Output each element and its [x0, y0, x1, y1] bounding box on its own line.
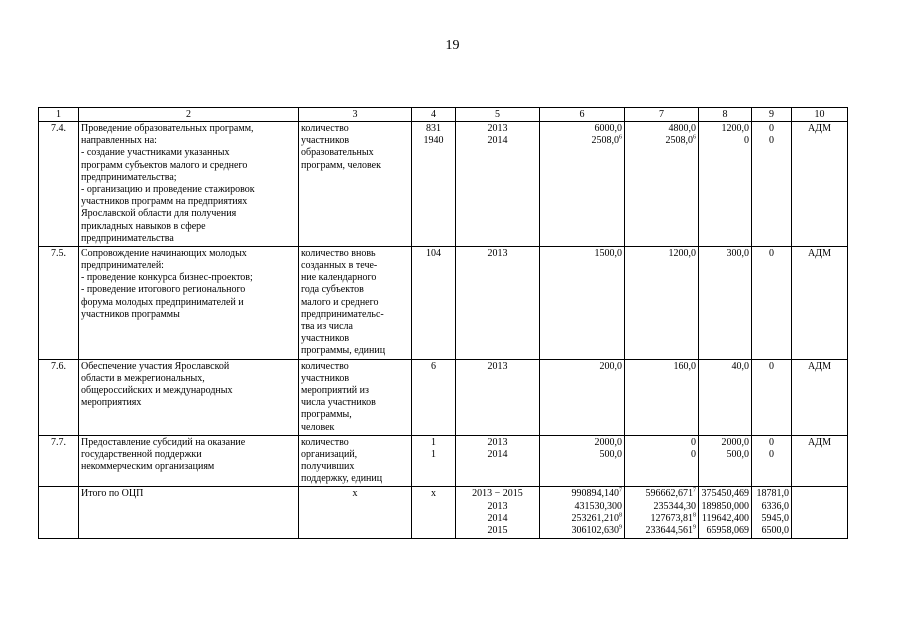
indicator-line: участников	[301, 372, 350, 384]
footnote-mark: 6	[693, 134, 696, 141]
indicator-cell: х	[299, 487, 412, 539]
other-funding: 0	[769, 123, 774, 134]
indicator-line: программы,	[301, 409, 352, 421]
indicator-line: поддержку, единиц	[301, 473, 383, 485]
regional-funding-value: 235344,30	[653, 500, 696, 512]
total-funding	[542, 135, 622, 147]
year-cell	[456, 122, 540, 247]
other-funding-cell	[752, 435, 792, 487]
total-funding	[542, 248, 622, 260]
header-cell: 7	[625, 108, 699, 122]
total-row	[39, 487, 848, 539]
activity-name-line: Проведение образовательных программ,	[81, 123, 254, 134]
empty-cell	[39, 487, 79, 539]
regional-funding-value: 1200,0	[668, 247, 696, 259]
header-cell: 9	[752, 108, 792, 122]
total-funding-value: 200,0	[599, 360, 622, 372]
year-value: 2014	[487, 448, 508, 460]
activity-name-line: прикладных навыков в сфере	[81, 220, 206, 232]
federal-funding: 2000,0	[721, 436, 749, 448]
indicator-line: созданных в тече-	[301, 260, 378, 272]
activity-name-line: участников программы	[81, 308, 180, 320]
other-funding-cell	[752, 487, 792, 539]
activity-name-cell	[79, 246, 299, 359]
total-funding-value: 253261,210	[571, 512, 619, 524]
total-label-cell: Итого по ОЦП	[79, 487, 299, 539]
federal-funding-cell	[699, 359, 752, 435]
table-row	[39, 435, 848, 487]
indicator-line: программы, единиц	[301, 345, 386, 357]
indicator-line: участников	[301, 333, 350, 345]
total-funding-cell	[540, 435, 625, 487]
total-funding	[542, 525, 622, 537]
activity-name-line: Предоставление субсидий на оказание	[81, 436, 246, 448]
executor-cell: АДМ	[792, 359, 848, 435]
activity-name-line: предпринимателей:	[81, 260, 164, 272]
table-row	[39, 359, 848, 435]
indicator-value: 1940	[423, 135, 444, 147]
year-value: 2013	[487, 360, 508, 372]
header-cell: 10	[792, 108, 848, 122]
footnote-mark: 8	[693, 512, 696, 519]
regional-funding-cell	[625, 359, 699, 435]
executor-cell: АДМ	[792, 246, 848, 359]
total-funding	[542, 501, 622, 513]
total-funding	[542, 123, 622, 135]
federal-funding-cell	[699, 435, 752, 487]
activity-name-cell	[79, 435, 299, 487]
activity-name-line: Обеспечение участия Ярославской	[81, 360, 230, 372]
year-value: 2013	[487, 436, 508, 448]
activity-name-line: - проведение конкурса бизнес-проектов;	[81, 272, 253, 284]
total-funding	[542, 449, 622, 461]
regional-funding-value: 127673,81	[650, 512, 693, 524]
federal-funding: 40,0	[731, 360, 749, 372]
regional-funding-cell	[625, 487, 699, 539]
other-funding-cell	[752, 122, 792, 247]
regional-funding	[627, 501, 696, 513]
federal-funding-cell	[699, 487, 752, 539]
total-funding-value: 990894,140	[571, 488, 619, 500]
header-cell: 6	[540, 108, 625, 122]
header-cell: 3	[299, 108, 412, 122]
other-funding: 0	[769, 436, 774, 448]
total-funding-value: 431530,300	[574, 500, 622, 512]
indicator-line: года субъектов	[301, 284, 364, 296]
activity-name-line: участников программ на предприятиях	[81, 196, 248, 208]
indicator-cell	[299, 359, 412, 435]
activity-name-line: - организацию и проведение стажировок	[81, 183, 255, 195]
regional-funding-value: 0	[691, 436, 696, 448]
other-funding: 0	[769, 247, 774, 259]
total-funding-cell	[540, 246, 625, 359]
footnote-mark: 7	[693, 488, 696, 495]
activity-name-line: предпринимательства	[81, 232, 174, 244]
indicator-line: количество	[301, 123, 349, 134]
regional-funding	[627, 361, 696, 373]
regional-funding-cell	[625, 435, 699, 487]
header-cell: 5	[456, 108, 540, 122]
year-value: 2014	[487, 135, 508, 147]
table-row	[39, 246, 848, 359]
indicator-line: количество	[301, 436, 349, 448]
activity-name-cell	[79, 359, 299, 435]
year-value: 2015	[487, 525, 508, 536]
federal-funding: 300,0	[726, 247, 749, 259]
other-funding: 6500,0	[761, 525, 789, 536]
regional-funding-value: 2508,0	[665, 135, 693, 147]
regional-funding-value: 0	[691, 448, 696, 460]
activity-name-line: программ субъектов малого и среднего	[81, 159, 248, 171]
activity-name-line: области в межрегиональных,	[81, 372, 205, 384]
activity-name-cell	[79, 122, 299, 247]
indicator-value: 831	[426, 123, 441, 134]
row-number-cell: 7.5.	[39, 246, 79, 359]
executor-cell: АДМ	[792, 435, 848, 487]
indicator-line: числа участников	[301, 397, 376, 409]
total-funding	[542, 513, 622, 525]
footnote-mark: 6	[619, 134, 622, 141]
year-cell	[456, 487, 540, 539]
year-cell	[456, 246, 540, 359]
total-funding-value: 6000,0	[594, 123, 622, 134]
activity-name-line: государственной поддержки	[81, 448, 202, 460]
year-value: 2014	[487, 512, 508, 524]
indicator-line: участников	[301, 135, 350, 147]
total-funding-cell	[540, 359, 625, 435]
federal-funding: 1200,0	[721, 123, 749, 134]
regional-funding	[627, 449, 696, 461]
year-value: 2013 − 2015	[472, 488, 523, 500]
indicator-line: образовательных	[301, 147, 374, 159]
row-number-cell: 7.4.	[39, 122, 79, 247]
other-funding: 5945,0	[761, 512, 789, 524]
table-row	[39, 122, 848, 247]
federal-funding: 0	[744, 135, 749, 147]
indicator-value: 1	[431, 448, 436, 460]
regional-funding-value: 233644,561	[645, 525, 693, 536]
other-funding-cell	[752, 246, 792, 359]
year-value: 2013	[487, 247, 508, 259]
indicator-value-cell	[412, 246, 456, 359]
indicator-line: количество	[301, 360, 349, 372]
activity-name-line: - создание участниками указанных	[81, 147, 230, 159]
indicator-cell	[299, 246, 412, 359]
activity-name-line: предпринимательства;	[81, 171, 177, 183]
federal-funding: 375450,469	[701, 488, 749, 500]
activity-name-line: форума молодых предпринимателей и	[81, 296, 244, 308]
empty-cell	[792, 487, 848, 539]
other-funding-cell	[752, 359, 792, 435]
year-cell	[456, 435, 540, 487]
total-funding	[542, 488, 622, 500]
regional-funding	[627, 135, 696, 147]
footnote-mark: 8	[619, 512, 622, 519]
year-value: 2013	[487, 500, 508, 512]
other-funding: 6336,0	[761, 500, 789, 512]
indicator-line: малого и среднего	[301, 296, 379, 308]
regional-funding	[627, 123, 696, 135]
total-funding-value: 2000,0	[594, 436, 622, 448]
activity-name-line: общероссийских и международных	[81, 384, 233, 396]
indicator-value-cell	[412, 435, 456, 487]
indicator-value-cell	[412, 359, 456, 435]
other-funding: 0	[769, 135, 774, 147]
regional-funding-value: 596662,671	[645, 488, 693, 500]
regional-funding-cell	[625, 122, 699, 247]
row-number-cell: 7.7.	[39, 435, 79, 487]
header-cell: 1	[39, 108, 79, 122]
total-funding-cell	[540, 487, 625, 539]
footnote-mark: 9	[619, 524, 622, 531]
regional-funding	[627, 525, 696, 537]
header-row	[39, 108, 848, 122]
indicator-line: организаций,	[301, 448, 358, 460]
indicator-line: получивших	[301, 461, 355, 473]
regional-funding	[627, 488, 696, 500]
footnote-mark: 9	[693, 524, 696, 531]
other-funding: 18781,0	[756, 488, 789, 500]
total-funding-value: 306102,630	[571, 525, 619, 536]
indicator-value-cell: х	[412, 487, 456, 539]
program-table	[38, 107, 848, 539]
indicator-line: количество вновь	[301, 247, 376, 259]
total-funding-value: 2508,0	[591, 135, 619, 147]
total-funding-value: 500,0	[599, 448, 622, 460]
regional-funding-value: 160,0	[673, 360, 696, 372]
total-funding	[542, 361, 622, 373]
header-cell: 4	[412, 108, 456, 122]
federal-funding: 500,0	[726, 448, 749, 460]
indicator-line: тва из числа	[301, 321, 353, 332]
row-number-cell: 7.6.	[39, 359, 79, 435]
regional-funding	[627, 248, 696, 260]
total-funding	[542, 437, 622, 449]
federal-funding-cell	[699, 246, 752, 359]
indicator-value: 1	[431, 436, 436, 448]
other-funding: 0	[769, 448, 774, 460]
indicator-line: программ, человек	[301, 159, 381, 171]
indicator-value: 104	[426, 247, 441, 259]
header-cell: 2	[79, 108, 299, 122]
indicator-value-cell	[412, 122, 456, 247]
federal-funding: 65958,069	[706, 525, 749, 536]
regional-funding	[627, 513, 696, 525]
activity-name-line: Сопровождение начинающих молодых	[81, 247, 247, 259]
year-cell	[456, 359, 540, 435]
indicator-line: предпринимательс-	[301, 308, 384, 320]
page-number: 19	[445, 38, 460, 53]
activity-name-line: Ярославской области для получения	[81, 208, 237, 220]
year-value: 2013	[487, 123, 508, 134]
total-funding-value: 1500,0	[594, 247, 622, 259]
indicator-cell	[299, 435, 412, 487]
footnote-mark: 7	[619, 488, 622, 495]
indicator-line: мероприятий из	[301, 384, 369, 396]
indicator-cell	[299, 122, 412, 247]
regional-funding	[627, 437, 696, 449]
header-cell: 8	[699, 108, 752, 122]
other-funding: 0	[769, 360, 774, 372]
indicator-value: 6	[431, 360, 436, 372]
federal-funding-cell	[699, 122, 752, 247]
federal-funding: 119642,400	[701, 512, 749, 524]
indicator-line: человек	[301, 421, 335, 433]
activity-name-line: мероприятиях	[81, 397, 142, 409]
federal-funding: 189850,000	[701, 500, 749, 512]
regional-funding-value: 4800,0	[668, 123, 696, 134]
activity-name-line: направленных на:	[81, 135, 157, 147]
total-funding-cell	[540, 122, 625, 247]
activity-name-line: - проведение итогового регионального	[81, 284, 246, 296]
regional-funding-cell	[625, 246, 699, 359]
executor-cell: АДМ	[792, 122, 848, 247]
indicator-line: ние календарного	[301, 272, 377, 284]
activity-name-line: некоммерческим организациям	[81, 461, 215, 473]
